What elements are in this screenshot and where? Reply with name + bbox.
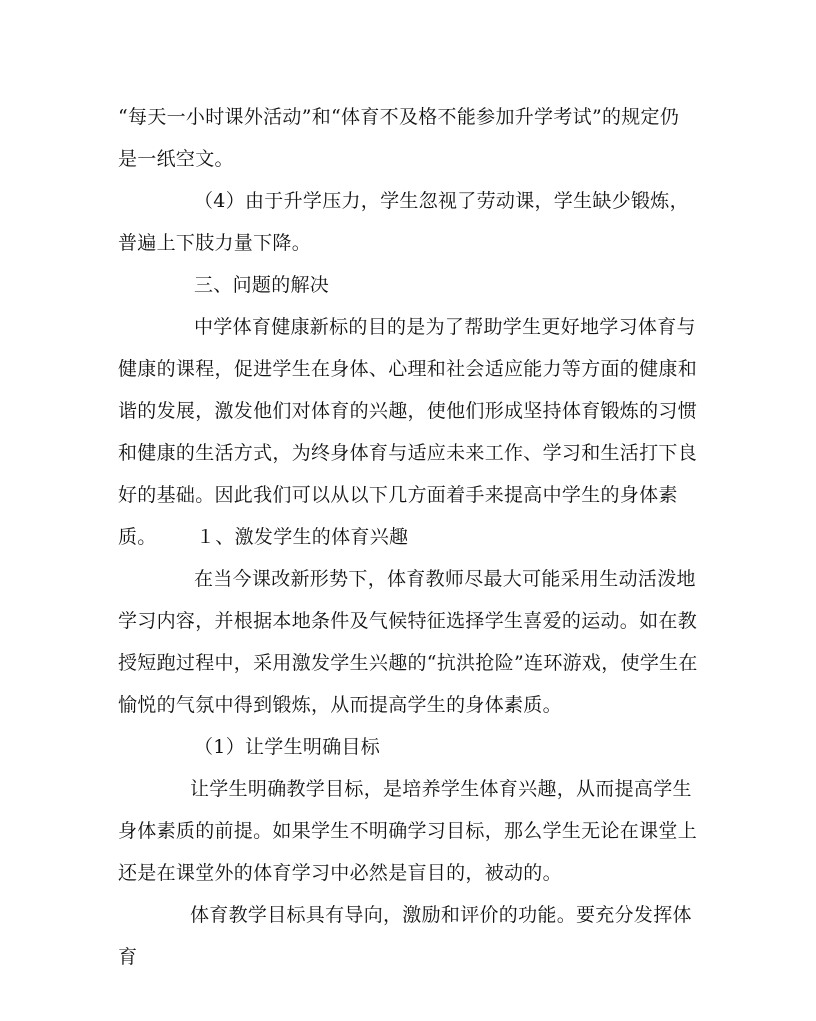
subsection-heading-goals: （1）让学生明确目标	[194, 736, 381, 758]
subsection-heading-interest: １、激发学生的体育兴趣	[196, 526, 409, 548]
paragraph-standard-goal: 中学体育健康新标的目的是为了帮助学生更好地学习体育与健康的课程，促进学生在身体、心理和社会适应能力等方面的健康和谐的发展，激发他们对体育的兴趣，使他们形成坚持体育锻炼的习惯和健康的生活方式，为终身体育与适应未来工作、学习和生活打下良好的基础。因此我们可以从以下几方面着手来提高中学生的身体素质。	[118, 316, 698, 548]
paragraph-goal-functions: 体育教学目标具有导向，激励和评价的功能。要充分发挥体育	[118, 904, 692, 968]
paragraph-clear-goals: 让学生明确教学目标，是培养学生体育兴趣，从而提高学生身体素质的前提。如果学生不明确学习目标，那么学生无论在课堂上还是在课堂外的体育学习中必然是盲目的，被动的。	[118, 778, 698, 884]
paragraph-teaching-methods: 在当今课改新形势下，体育教师尽最大可能采用生动活泼地学习内容，并根据本地条件及气候特征选择学生喜爱的运动。如在教授短跑过程中，采用激发学生兴趣的“抗洪抢险”连环游戏，使学生在愉悦的气氛中得到锻炼，从而提高学生的身体素质。	[118, 568, 698, 716]
section-heading-solution: 三、问题的解决	[194, 274, 330, 296]
paragraph-item-4: （4）由于升学压力，学生忽视了劳动课，学生缺少锻炼，普遍上下肢力量下降。	[118, 190, 689, 254]
paragraph-rules-empty: “每天一小时课外活动”和“体育不及格不能参加升学考试”的规定仍是一纸空文。	[118, 106, 680, 170]
